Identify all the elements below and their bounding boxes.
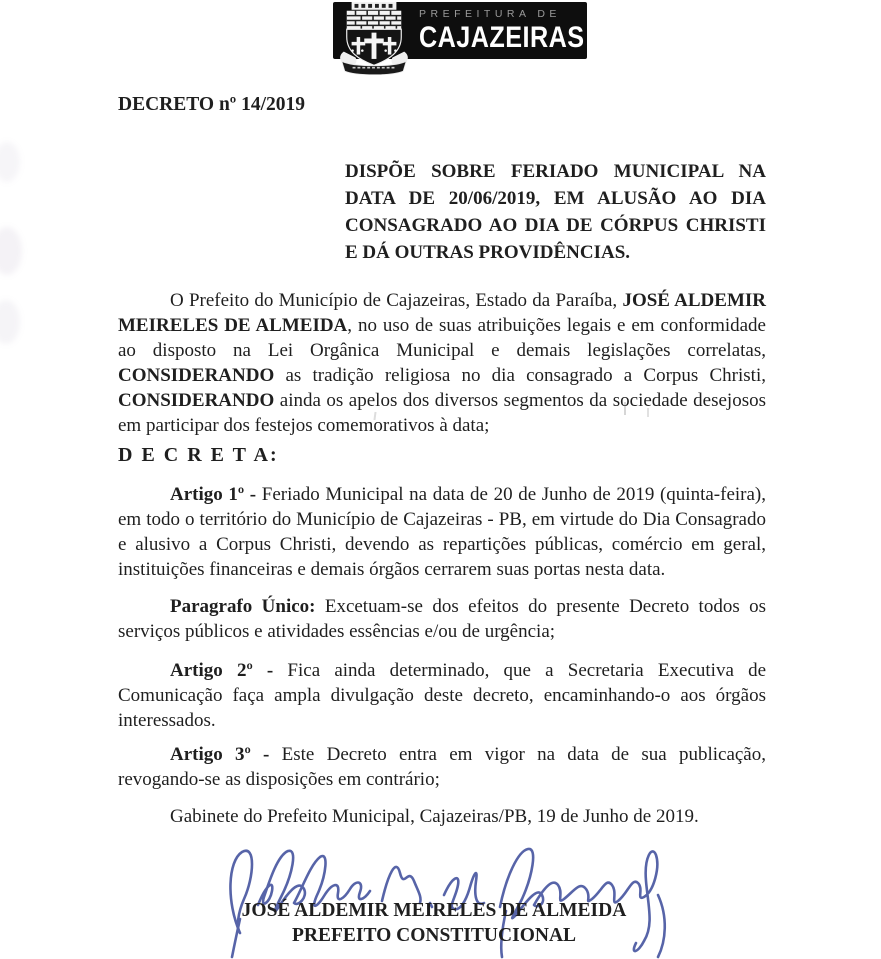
- brand-subtitle: PREFEITURA DE: [419, 8, 561, 20]
- scan-artifact: [624, 402, 626, 415]
- prefeitura-banner: [333, 2, 587, 59]
- brand-text: [419, 8, 603, 53]
- decree-body: [0, 94, 881, 956]
- closing-line: Gabinete do Prefeito Municipal, Cajazeiras/PB, 19 de Junho de 2019.: [170, 806, 699, 827]
- article-1: Artigo 1º - Feriado Municipal na data de 20 de Junho de 2019 (quinta-feira), em todo o território do Município de Cajazeiras - PB, em virtude do Dia Consagrado e alusivo a Corpus Christi, devendo as repartições públicas, comércio em geral, instituições financeiras e demais órgãos cerrarem suas portas nesta data.: [118, 484, 767, 580]
- sole-paragraph: Paragrafo Único: Excetuam-se dos efeitos do presente Decreto todos os serviços públicos e atividades essências e/ou de urgência;: [118, 596, 766, 642]
- brand-title: CAJAZEIRAS: [419, 21, 585, 54]
- decree-summary: DISPÕE SOBRE FERIADO MUNICIPAL NA DATA DE 20/06/2019, EM ALUSÃO AO DIA CONSAGRADO AO DIA DE CÓRPUS CHRISTI E DÁ OUTRAS PROVIDÊNCIAS.: [345, 161, 766, 263]
- enactment-heading: D E C R E T A:: [118, 444, 279, 466]
- city-crest-icon: [335, 1, 413, 75]
- scan-artifact: [647, 408, 649, 417]
- signatory-name: JOSÉ ALDEMIR MEIRELES DE ALMEIDA: [241, 900, 627, 921]
- decree-number: DECRETO nº 14/2019: [118, 94, 306, 115]
- preamble-paragraph: O Prefeito do Município de Cajazeiras, Estado da Paraíba, JOSÉ ALDEMIR MEIRELES DE ALMEIDA, no uso de suas atribuições legais e em conformidade ao disposto na Lei Orgânica Municipal e demais legislações correlatas, CONSIDERANDO as tradição religiosa no dia consagrado a Corpus Christi, CONSIDERANDO ainda os apelos dos diversos segmentos da sociedade desejosos em participar dos festejos comemorativos à data;: [118, 290, 766, 436]
- article-2: Artigo 2º - Fica ainda determinado, que a Secretaria Executiva de Comunicação faça ampla divulgação deste decreto, encaminhando-o aos órgãos interessados.: [118, 660, 766, 731]
- signatory-title: PREFEITO CONSTITUCIONAL: [291, 925, 577, 946]
- signature-block: [118, 837, 766, 956]
- document-page: [0, 2, 881, 957]
- article-3: Artigo 3º - Este Decreto entra em vigor na data de sua publicação, revogando-se as disposições em contrário;: [118, 744, 766, 790]
